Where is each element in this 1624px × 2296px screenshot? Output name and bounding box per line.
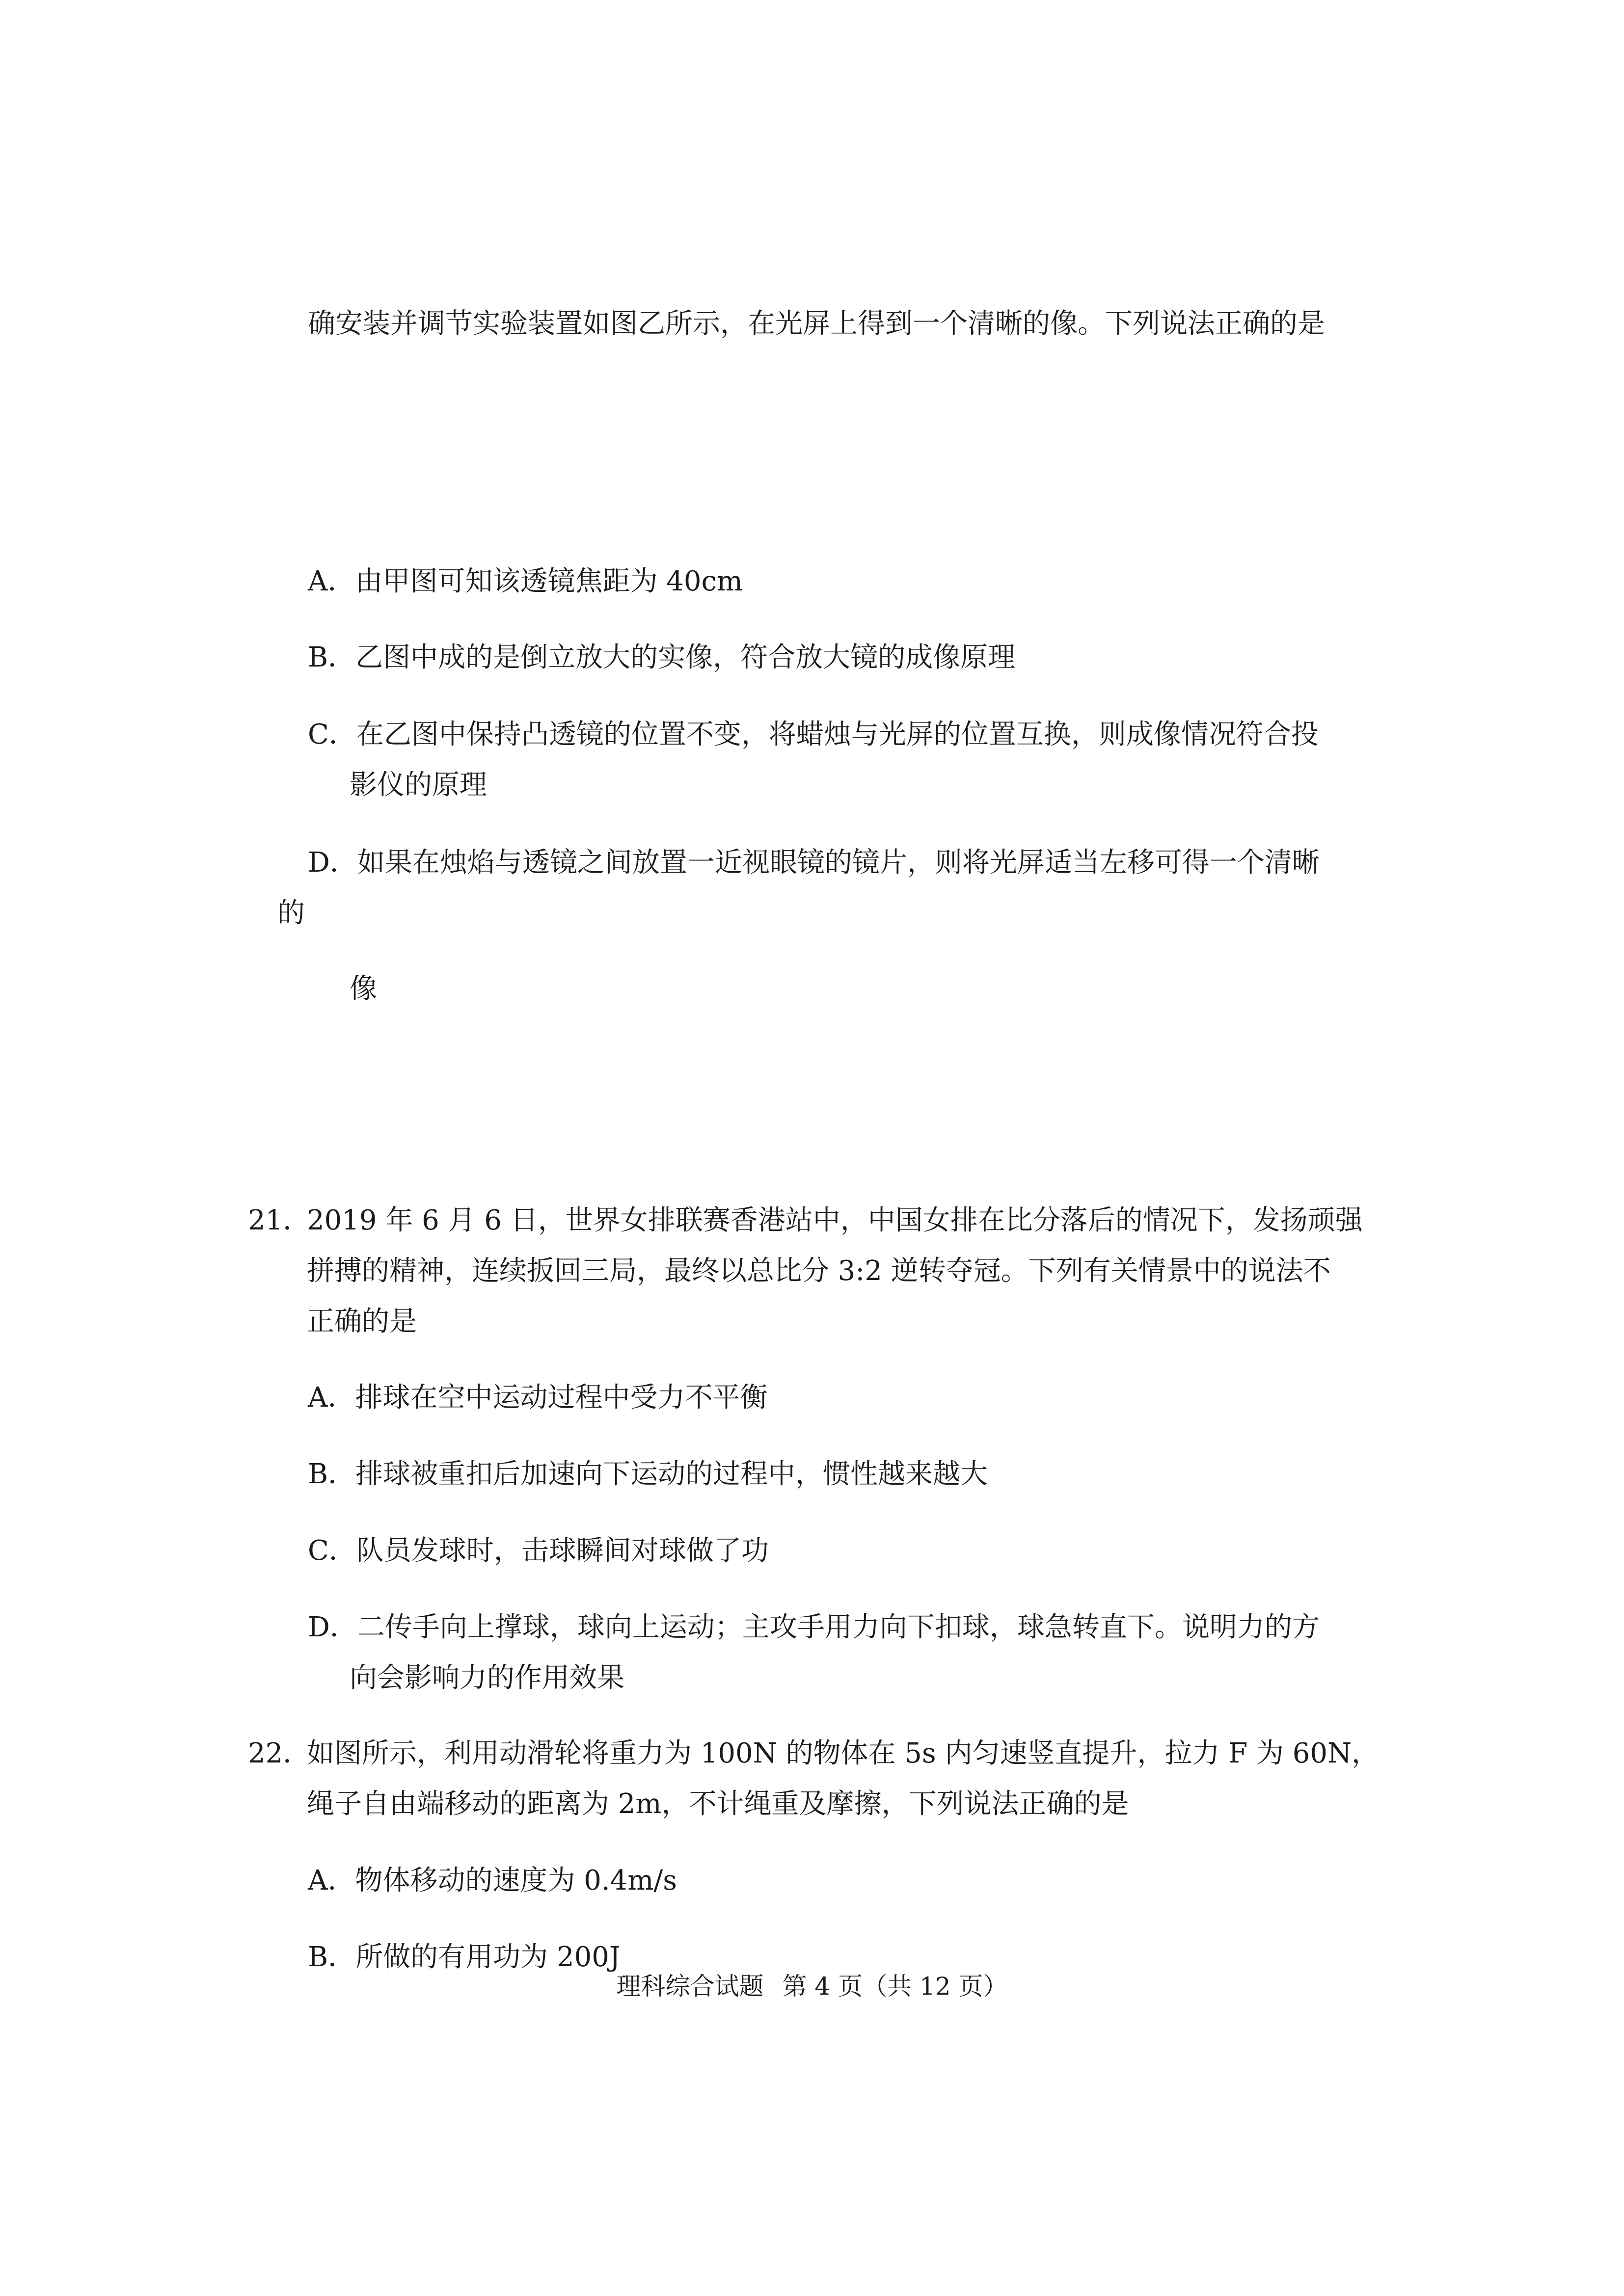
q20-option-d	[308, 846, 1320, 880]
q20-option-b	[308, 641, 1015, 675]
option-letter: B．	[308, 1458, 356, 1490]
option-text: 物体移动的速度为 0.4m/s	[355, 1865, 677, 1896]
question-number: 22．	[248, 1737, 311, 1769]
option-letter: A．	[308, 1865, 355, 1896]
option-letter: C．	[308, 1535, 356, 1567]
q20-stem-continuation: 确安装并调节实验装置如图乙所示，在光屏上得到一个清晰的像。下列说法正确的是	[308, 308, 1325, 340]
q21-stem-line-1	[248, 1203, 1363, 1238]
footer-page-info: 第 4 页（共 12 页）	[782, 1972, 1008, 2001]
q20-option-c-line2: 影仪的原理	[350, 769, 487, 801]
footer-subject: 理科综合试题	[616, 1972, 764, 2001]
option-letter: B．	[308, 1941, 356, 1973]
q20-option-c	[308, 718, 1319, 752]
q21-stem-line-2: 拼搏的精神，连续扳回三局，最终以总比分 3:2 逆转夺冠。下列有关情景中的说法不	[307, 1255, 1331, 1287]
q22-option-a	[308, 1864, 677, 1898]
q20-option-a	[308, 564, 743, 599]
q21-stem-line-3: 正确的是	[307, 1306, 417, 1337]
q21-option-c	[308, 1534, 769, 1568]
option-text: 排球被重扣后加速向下运动的过程中，惯性越来越大	[355, 1458, 988, 1490]
q21-option-a	[308, 1381, 767, 1415]
q22-stem-line-1	[248, 1736, 1379, 1771]
option-text: 乙图中成的是倒立放大的实像，符合放大镜的成像原理	[355, 641, 1016, 673]
q20-option-d-line2: 的	[277, 897, 305, 929]
option-text: 所做的有用功为 200J	[355, 1941, 621, 1973]
option-text: 由甲图可知该透镜焦距为 40cm	[355, 565, 743, 597]
option-text: 排球在空中运动过程中受力不平衡	[355, 1382, 768, 1414]
stem-text: 如图所示，利用动滑轮将重力为 100N 的物体在 5s 内匀速竖直提升，拉力 F 为 60N，	[307, 1737, 1379, 1769]
q21-option-b	[308, 1457, 988, 1492]
q22-stem-line-2: 绳子自由端移动的距离为 2m，不计绳重及摩擦，下列说法正确的是	[307, 1788, 1129, 1820]
page-footer	[0, 1971, 1624, 2002]
q20-option-d-line3: 像	[350, 973, 377, 1005]
option-letter: D．	[308, 1611, 357, 1643]
q22-option-b	[308, 1940, 620, 1975]
option-letter: A．	[308, 1382, 355, 1414]
stem-text: 2019 年 6 月 6 日，世界女排联赛香港站中，中国女排在比分落后的情况下，发扬顽强	[307, 1204, 1363, 1236]
option-letter: C．	[308, 719, 356, 750]
option-letter: B．	[308, 641, 356, 673]
option-text: 在乙图中保持凸透镜的位置不变，将蜡烛与光屏的位置互换，则成像情况符合投	[356, 719, 1319, 750]
option-text: 如果在烛焰与透镜之间放置一近视眼镜的镜片，则将光屏适当左移可得一个清晰	[357, 847, 1320, 879]
option-letter: A．	[308, 565, 355, 597]
q21-option-d	[308, 1610, 1320, 1645]
question-number: 21．	[248, 1204, 311, 1236]
q21-option-d-line2: 向会影响力的作用效果	[350, 1662, 624, 1694]
option-text: 队员发球时，击球瞬间对球做了功	[356, 1535, 769, 1567]
option-letter: D．	[308, 847, 357, 879]
option-text: 二传手向上撑球，球向上运动；主攻手用力向下扣球，球急转直下。说明力的方	[357, 1611, 1320, 1643]
